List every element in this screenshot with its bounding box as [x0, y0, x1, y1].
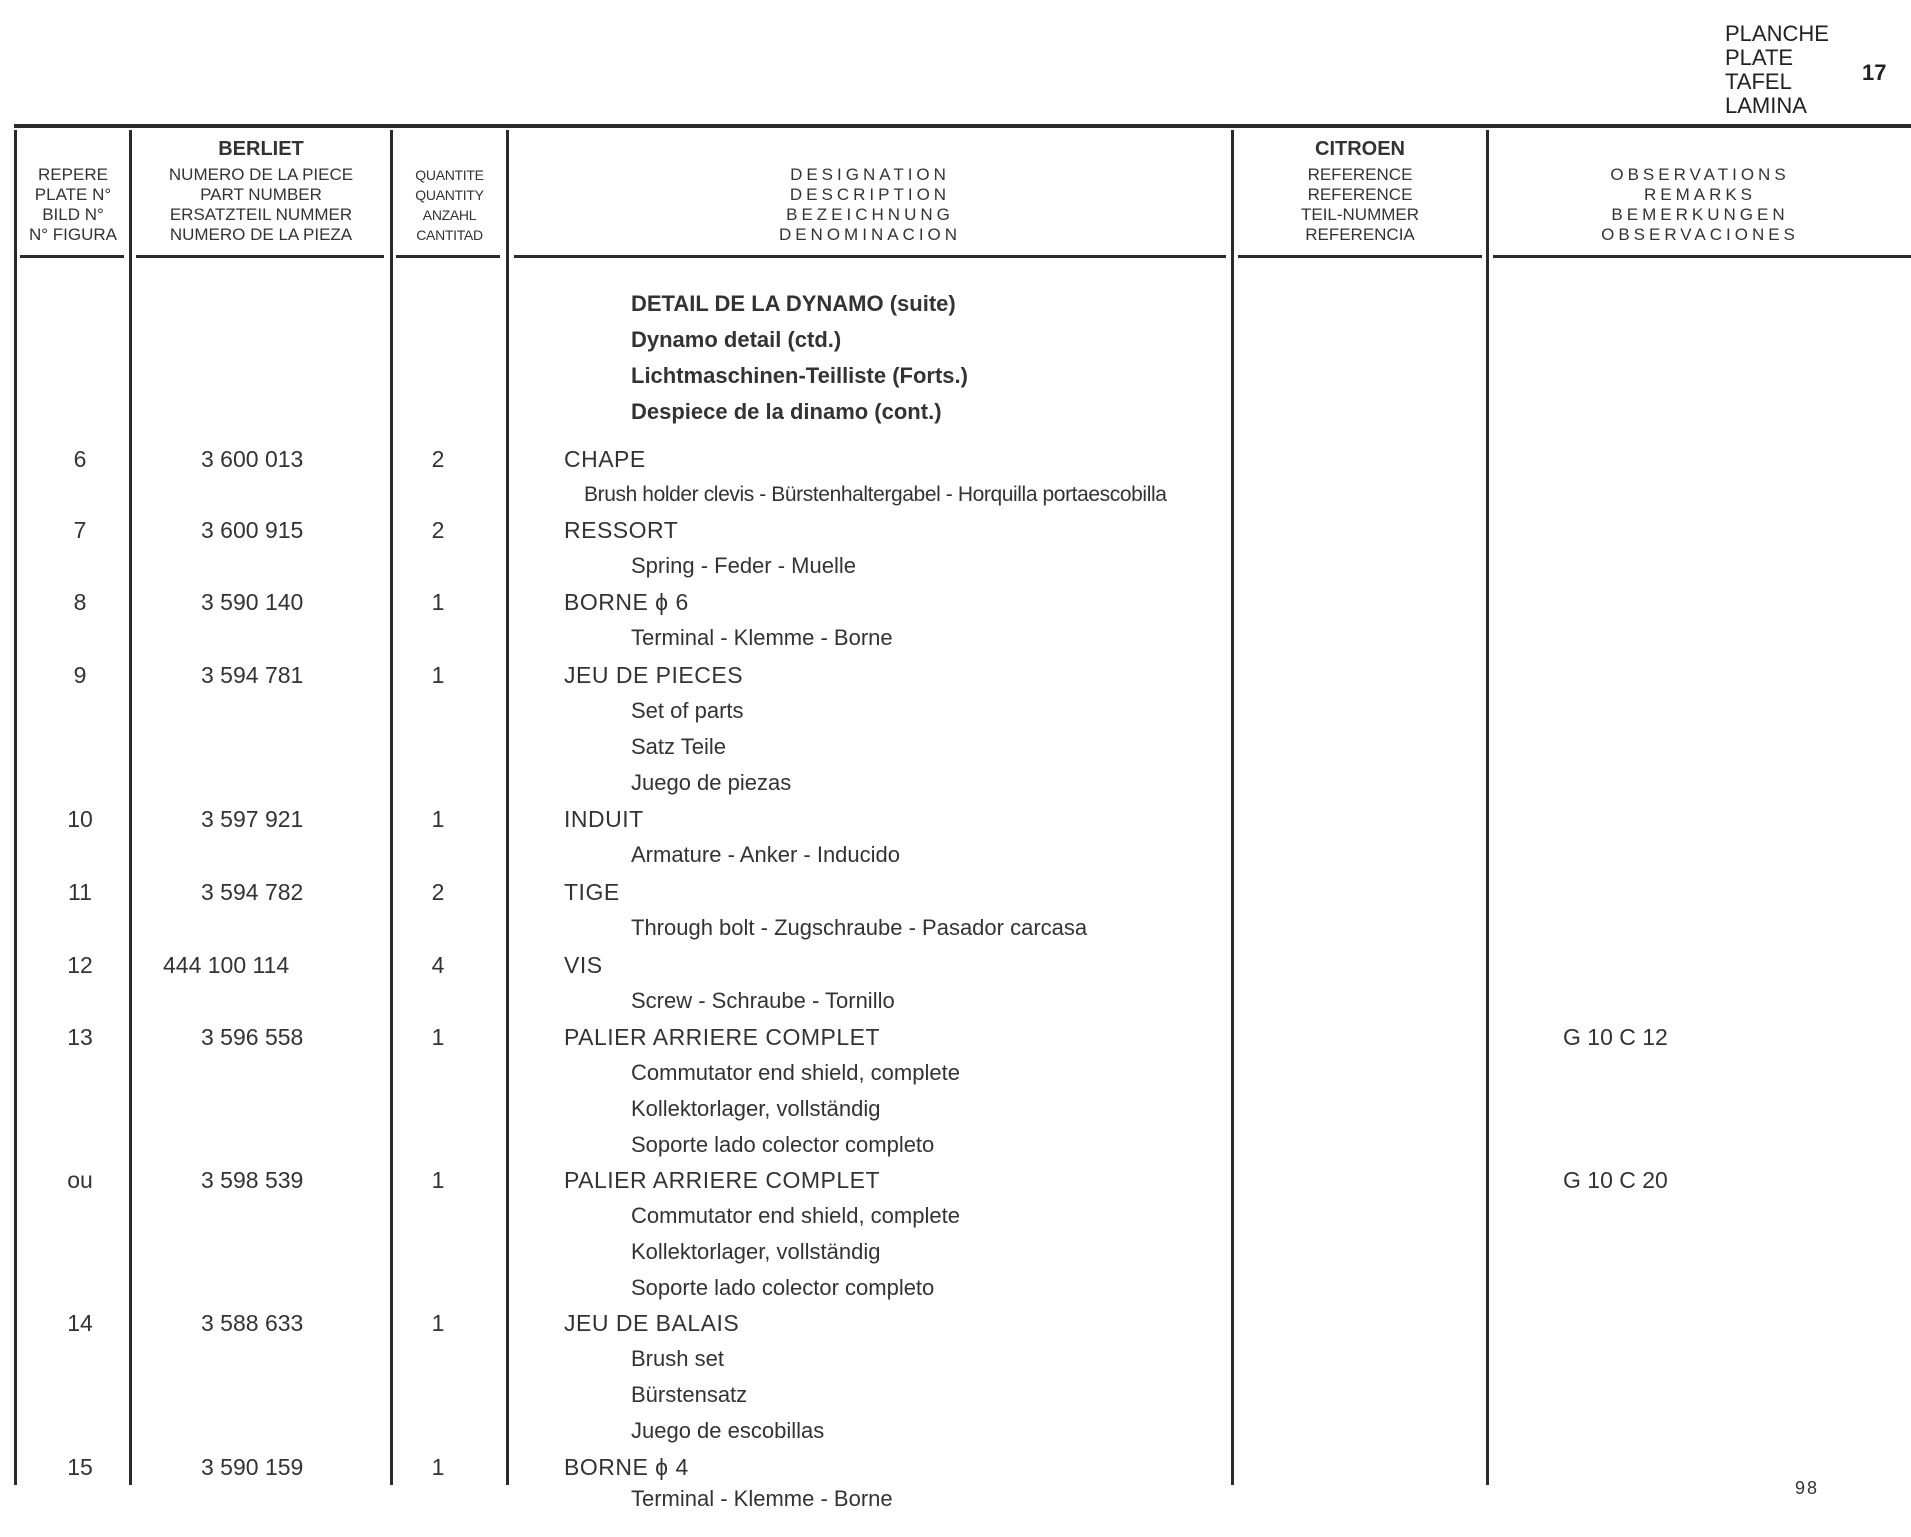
designation-translation: Brush set [631, 1346, 724, 1371]
header-title: BERLIET [218, 138, 304, 160]
header-observations [1489, 165, 1911, 245]
header-line: QUANTITY [415, 187, 484, 203]
designation-translation: Kollektorlager, vollständig [631, 1239, 881, 1264]
part-number: 3 597 921 [201, 806, 304, 832]
designation: JEU DE BALAIS [564, 1310, 740, 1336]
designation: BORNE ϕ 4 [564, 1454, 689, 1480]
part-number: 3 588 633 [201, 1310, 304, 1336]
quantity: 2 [431, 517, 445, 543]
designation-translation: Juego de piezas [631, 770, 792, 795]
section-title: Despiece de la dinamo (cont.) [631, 399, 942, 424]
designation-translation: Bürstensatz [631, 1382, 748, 1407]
repere-number: 13 [67, 1024, 93, 1050]
header-citroen [1234, 138, 1486, 245]
designation: CHAPE [564, 446, 646, 472]
header-underline [136, 255, 384, 258]
designation-translation: Soporte lado colector completo [631, 1132, 935, 1157]
header-line: NUMERO DE LA PIEZA [169, 225, 353, 244]
column-divider [14, 130, 17, 1485]
header-line: REFERENCIA [1305, 225, 1415, 244]
part-number: 444 100 114 [163, 952, 290, 978]
header-line: TEIL-NUMMER [1300, 205, 1420, 224]
designation: BORNE ϕ 6 [564, 589, 689, 615]
table-top-rule [14, 124, 1911, 128]
repere-number: 15 [67, 1454, 93, 1480]
column-divider [1231, 130, 1234, 1485]
repere-number: 6 [73, 446, 87, 472]
designation-translation: Terminal - Klemme - Borne [631, 1486, 893, 1511]
designation: INDUIT [564, 806, 644, 832]
header-line: REFERENCE [1307, 185, 1413, 204]
quantity: 1 [431, 1310, 445, 1336]
header-line: ERSATZTEIL NUMMER [169, 205, 353, 224]
header-line: N° FIGURA [28, 225, 118, 244]
part-number: 3 596 558 [201, 1024, 304, 1050]
repere-number: 12 [67, 952, 93, 978]
header-repere [17, 165, 129, 245]
plate-word: LAMINA [1725, 93, 1807, 118]
header-line: PLATE N° [34, 185, 112, 204]
header-line: OBSERVATIONS [1610, 165, 1790, 184]
designation: PALIER ARRIERE COMPLET [564, 1167, 881, 1193]
designation-translation: Kollektorlager, vollständig [631, 1096, 881, 1121]
header-underline [1238, 255, 1482, 258]
plate-word: TAFEL [1725, 69, 1792, 94]
header-line: REFERENCE [1307, 165, 1413, 184]
designation-translation: Set of parts [631, 698, 744, 723]
header-line: BEZEICHNUNG [786, 205, 954, 224]
header-line: REPERE [38, 165, 108, 184]
plate-word: PLATE [1725, 45, 1794, 70]
designation-translation: Brush holder clevis - Bürstenhaltergabel - Horquilla portaescobilla [584, 483, 1167, 506]
observation: G 10 C 12 [1563, 1024, 1668, 1050]
section-title: Lichtmaschinen-Teilliste (Forts.) [631, 363, 968, 388]
header-underline [396, 255, 500, 258]
header-underline [20, 255, 124, 258]
quantity: 2 [431, 879, 445, 905]
column-divider [1486, 130, 1489, 1485]
designation: TIGE [564, 879, 620, 905]
part-number: 3 590 140 [201, 589, 304, 615]
designation-translation: Juego de escobillas [631, 1418, 825, 1443]
observation: G 10 C 20 [1563, 1167, 1668, 1193]
designation-translation: Soporte lado colector completo [631, 1275, 935, 1300]
quantity: 1 [431, 589, 445, 615]
designation-translation: Screw - Schraube - Tornillo [631, 988, 895, 1013]
header-line: QUANTITE [415, 167, 484, 183]
designation-translation: Commutator end shield, complete [631, 1203, 960, 1228]
quantity: 2 [431, 446, 445, 472]
designation-translation: Spring - Feder - Muelle [631, 553, 856, 578]
section-title: DETAIL DE LA DYNAMO (suite) [631, 291, 956, 316]
repere-number: 10 [67, 806, 93, 832]
part-number: 3 594 781 [201, 662, 304, 688]
header-line: ANZAHL [422, 207, 477, 223]
part-number: 3 600 915 [201, 517, 304, 543]
designation: RESSORT [564, 517, 679, 543]
header-designation [509, 165, 1231, 245]
repere-number: 8 [73, 589, 87, 615]
header-underline [514, 255, 1226, 258]
designation-translation: Satz Teile [631, 734, 726, 759]
quantity: 1 [431, 1167, 445, 1193]
designation-translation: Through bolt - Zugschraube - Pasador carcasa [631, 915, 1088, 940]
plate-number: 17 [1862, 60, 1887, 85]
header-quantite [393, 165, 506, 245]
quantity: 1 [431, 806, 445, 832]
header-underline [1493, 255, 1911, 258]
repere-number: 14 [67, 1310, 93, 1336]
header-line: DESIGNATION [790, 165, 950, 184]
designation-translation: Armature - Anker - Inducido [631, 842, 901, 867]
plate-word: PLANCHE [1725, 21, 1829, 46]
part-number: 3 600 013 [201, 446, 304, 472]
header-title: CITROEN [1315, 138, 1405, 160]
header-line: OBSERVACIONES [1601, 225, 1799, 244]
designation-translation: Terminal - Klemme - Borne [631, 625, 893, 650]
plate-label [1725, 22, 1829, 118]
page-number: 98 [1795, 1478, 1820, 1498]
header-line: BILD N° [42, 205, 104, 224]
repere-number: 9 [73, 662, 87, 688]
repere-number: 7 [73, 517, 87, 543]
part-number: 3 590 159 [201, 1454, 304, 1480]
header-line: PART NUMBER [200, 185, 322, 204]
section-title: Dynamo detail (ctd.) [631, 327, 842, 352]
header-line: CANTITAD [416, 227, 483, 243]
header-line: DENOMINACION [778, 225, 962, 244]
header-line: BEMERKUNGEN [1611, 205, 1789, 224]
repere-number: 11 [68, 879, 92, 905]
quantity: 1 [431, 1454, 445, 1480]
repere-number: ou [67, 1167, 93, 1193]
designation: PALIER ARRIERE COMPLET [564, 1024, 881, 1050]
header-line: NUMERO DE LA PIECE [168, 165, 354, 184]
part-number: 3 598 539 [201, 1167, 304, 1193]
designation-translation: Commutator end shield, complete [631, 1060, 960, 1085]
quantity: 4 [431, 952, 445, 978]
column-divider [506, 130, 509, 1485]
quantity: 1 [431, 662, 445, 688]
header-line: DESCRIPTION [789, 185, 951, 204]
header-berliet [132, 138, 390, 245]
header-line: REMARKS [1643, 185, 1757, 204]
designation: VIS [564, 952, 603, 978]
designation: JEU DE PIECES [564, 662, 744, 688]
part-number: 3 594 782 [201, 879, 304, 905]
quantity: 1 [431, 1024, 445, 1050]
